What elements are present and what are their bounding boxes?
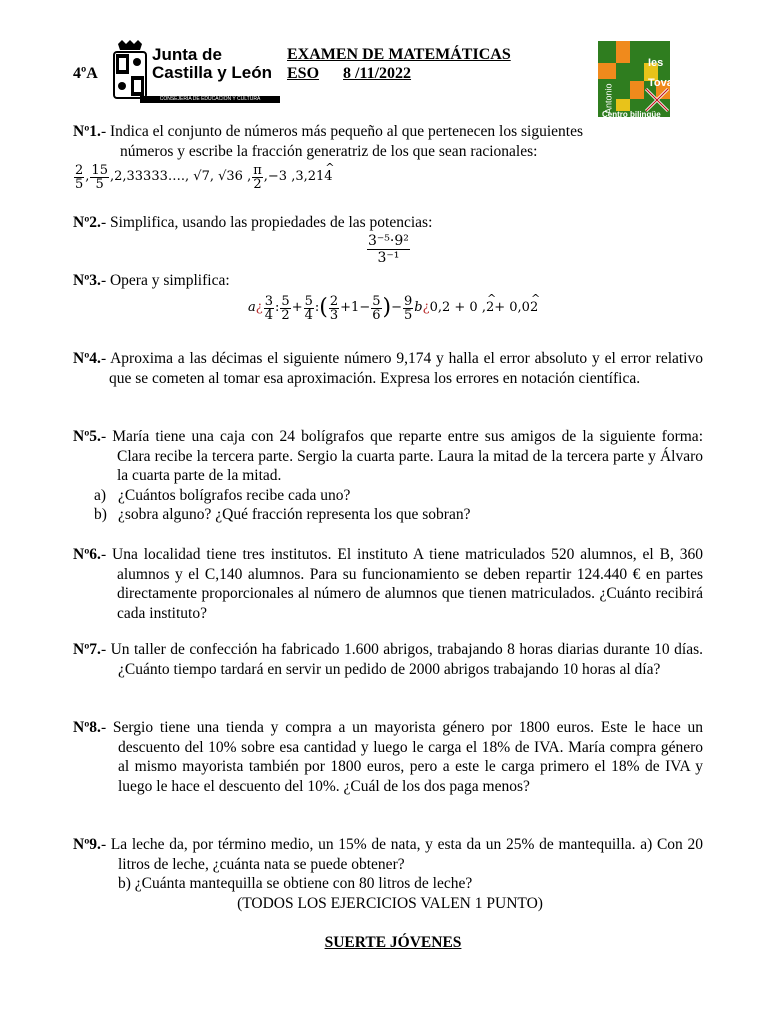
exercise-2-text: - Simplifica, usando las propiedades de las potencias:: [100, 214, 433, 231]
exercise-6-number: Nº6.: [73, 546, 101, 563]
school-logo-top: Ies Tovar: [648, 57, 678, 89]
exercise-7-statement: [73, 640, 703, 679]
exercise-9-text: - La leche da, por término medio, un 15% de nata, y esta da un 25% de mantequilla. a) Con 20 litros de leche, ¿cuánta nata se puede obtener?: [100, 836, 703, 873]
exercise-1-text-b: números y escribe la fracción generatriz de los que sean racionales:: [120, 143, 538, 160]
exercise-5-text: - María tiene una caja con 24 bolígrafos que reparte entre sus amigos de la siguiente forma: Clara recibe la tercera parte. Sergio la cuarta parte. Laura la mitad de la tercera parte y Álvaro la cuarta parte de la mitad.: [100, 428, 703, 484]
school-logo-side: Antonio: [603, 83, 614, 115]
level-label: ESO: [287, 65, 320, 82]
course-label: 4ºA: [73, 65, 98, 82]
logo-tagline: CONSEJERÍA DE EDUCACIÓN Y CULTURA: [140, 96, 280, 103]
junta-castilla-leon-logo: [110, 40, 280, 104]
exercise-5-statement: [73, 427, 703, 486]
exercise-6-text: - Una localidad tiene tres institutos. El instituto A tiene matriculados 520 alumnos, el B, 360 alumnos y el C,140 alumnos. Para su funcionamiento se deben repartir 124.440 € en partes directamente proporcionales al número de alumnos que tienen matriculados. ¿Cuánto recibirá cada instituto?: [100, 546, 703, 622]
exercise-8-statement: [73, 718, 703, 796]
exam-date: 8 /11/2022: [343, 65, 412, 82]
points-note: (TODOS LOS EJERCICIOS VALEN 1 PUNTO): [237, 895, 543, 912]
exercise-3-text: - Opera y simplifica:: [100, 272, 230, 289]
exercise-5-number: Nº5.: [73, 428, 101, 445]
exercise-3-statement: [73, 271, 703, 291]
exercise-3-number: Nº3.: [73, 272, 101, 289]
logo-line-2: Castilla y León: [152, 63, 272, 82]
exam-subtitle: [287, 64, 433, 84]
coat-of-arms-icon: [110, 40, 150, 104]
exercise-2-number: Nº2.: [73, 214, 101, 231]
school-logo: [598, 41, 678, 119]
exercise-9-text-b: b) ¿Cuánta mantequilla se obtiene con 80 litros de leche?: [118, 875, 473, 892]
exercise-8-text: - Sergio tiene una tienda y compra a un mayorista género por 1800 euros. Este le hace un descuento del 10% sobre esa cantidad y luego le carga el 18% de IVA. María compra género al mismo mayorista también por 1800 euros, pero a este le carga primero el 18% de IVA y luego le hace el descuento del 10%. ¿Cuál de los dos paga menos?: [100, 719, 703, 795]
exercise-4-text: - Aproxima a las décimas el siguiente número 9,174 y halla el error absoluto y el error relativo que se cometen al tomar esa aproximación. Expresa los errores en notación científica.: [100, 350, 703, 387]
exercise-5-item-b: b) ¿sobra alguno? ¿Qué fracción representa los que sobran?: [94, 506, 471, 523]
exam-title: EXAMEN DE MATEMÁTICAS: [287, 46, 511, 63]
exercise-9-statement: [73, 835, 703, 874]
exercise-8-number: Nº8.: [73, 719, 101, 736]
exercise-6-statement: [73, 545, 703, 623]
exercise-9-number: Nº9.: [73, 836, 101, 853]
exercise-7-number: Nº7.: [73, 641, 101, 658]
exercise-2-expression: $\frac{\text{3⁻⁵·9²}}{\text{3⁻¹}}$: [368, 233, 409, 266]
exercise-1-numbers: $\frac{2}{5}$ , $\frac{15}{5}$ , 2,33333…., √7 , √36 , $\frac{\pi}{2}$ , −3 , 3,21 4 ^: [73, 160, 333, 194]
exercise-4-statement: [73, 349, 703, 388]
exercise-2-statement: [73, 213, 703, 233]
exercise-1-number: Nº1.: [73, 123, 101, 140]
exercise-7-text: - Un taller de confección ha fabricado 1.600 abrigos, trabajando 8 horas diarias durante 10 días. ¿Cuánto tiempo tardará en servir un pedido de 2000 abrigos trabajando 10 horas al día?: [100, 641, 703, 678]
exercise-1-text-a: - Indica el conjunto de números más pequeño al que pertenecen los siguientes: [100, 123, 584, 140]
exercise-3-expression: a ¿ $\frac{3}{4}$ : $\frac{5}{2}$ + $\frac{5}{4}$ : ( $\frac{2}{3}$ +1− $\frac{5}{6}$ ) − $\frac{9}{5}$ b ¿ 0,2 + 0 , 2 ^ + 0,0 2 ^: [248, 290, 538, 326]
school-logo-bottom: Centro bilingüe: [602, 110, 661, 119]
closing-message: SUERTE JÓVENES: [324, 934, 462, 951]
exercise-1-statement: [73, 122, 703, 142]
exercise-5-item-a: a) ¿Cuántos bolígrafos recibe cada uno?: [94, 487, 351, 504]
exercise-4-number: Nº4.: [73, 350, 101, 367]
logo-line-1: Junta de: [152, 45, 222, 64]
